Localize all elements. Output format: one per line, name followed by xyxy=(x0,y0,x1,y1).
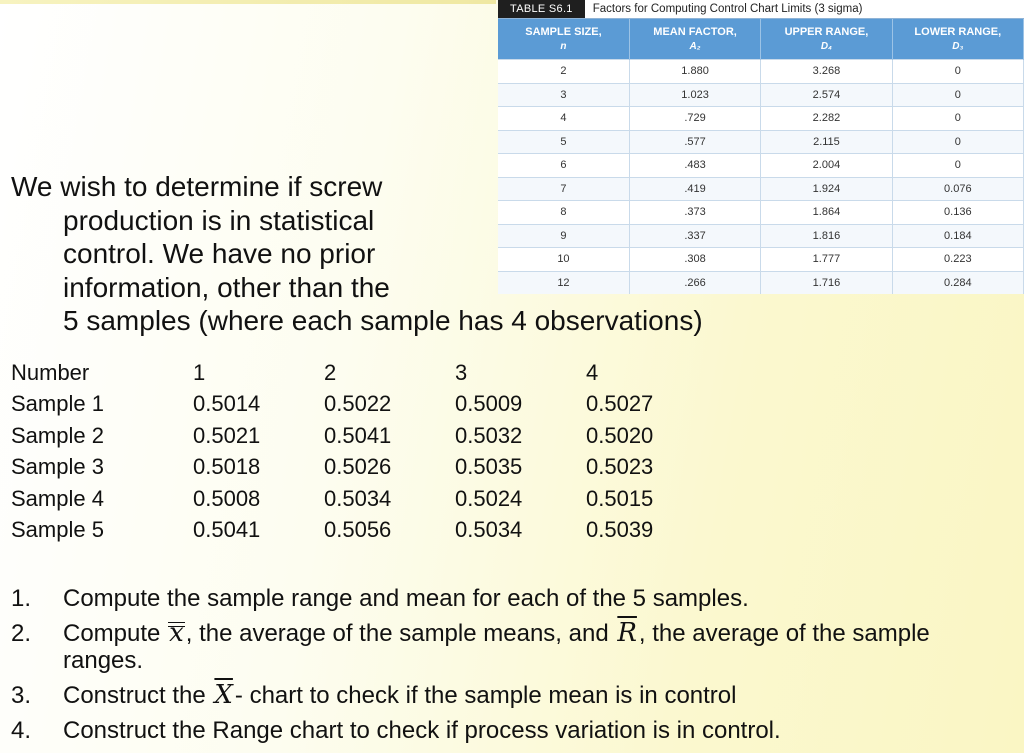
cell: .266 xyxy=(629,271,760,294)
prompt-line: information, other than the xyxy=(63,271,390,303)
cell: 6 xyxy=(498,154,629,178)
table-header-row xyxy=(11,357,696,389)
observation-table xyxy=(11,357,696,546)
item-text xyxy=(63,682,1011,709)
cell: 7 xyxy=(498,177,629,201)
table-row xyxy=(498,83,1024,107)
header-symbol: D₄ xyxy=(820,40,833,52)
item-number: 4. xyxy=(11,717,32,744)
prompt-line: control. We have no prior xyxy=(63,238,376,269)
cell: 1 xyxy=(193,359,206,385)
cell: 4 xyxy=(586,359,599,385)
decorative-strip xyxy=(0,0,496,4)
prompt-line: 5 samples (where each sample has 4 observations) xyxy=(63,305,703,336)
cell: 12 xyxy=(498,271,629,294)
cell: 3 xyxy=(498,83,629,107)
list-item xyxy=(11,682,1011,709)
cell: 1.880 xyxy=(629,60,760,84)
header-label: MEAN FACTOR, xyxy=(653,25,737,38)
cell: 0.5032 xyxy=(455,422,523,448)
problem-statement xyxy=(11,170,841,338)
header-label: LOWER RANGE, xyxy=(914,25,1002,38)
list-item xyxy=(11,620,1011,674)
cell: Sample 1 xyxy=(11,391,104,417)
cell: 2 xyxy=(498,60,629,84)
cell: Sample 5 xyxy=(11,517,104,543)
cell: 5 xyxy=(498,130,629,154)
cell: 0 xyxy=(892,60,1023,84)
cell: 0.5023 xyxy=(586,454,654,480)
item-number: 2. xyxy=(11,620,32,647)
header-symbol: n xyxy=(560,40,567,52)
cell: 0.5022 xyxy=(324,391,392,417)
cell: 4 xyxy=(498,107,629,131)
table-row xyxy=(11,389,696,421)
header-sample-size xyxy=(498,19,629,60)
text-fragment: , the average of the sample ranges. xyxy=(63,620,930,674)
cell: .729 xyxy=(629,107,760,131)
cell: 9 xyxy=(498,224,629,248)
cell: Sample 3 xyxy=(11,454,104,480)
table-row xyxy=(11,483,696,515)
r-bar-symbol: $\overline{R}$ xyxy=(617,618,637,648)
cell: 0.5041 xyxy=(324,422,392,448)
item-number: 1. xyxy=(11,585,32,612)
cell: 0.5020 xyxy=(586,422,654,448)
cell: 2.115 xyxy=(761,130,892,154)
x-double-bar-symbol: x xyxy=(169,618,184,648)
prompt-line: production is in statistical xyxy=(63,204,375,236)
cell: 0 xyxy=(892,130,1023,154)
cell: .577 xyxy=(629,130,760,154)
text-fragment: - chart to check if the sample mean is in control xyxy=(234,682,737,709)
cell: 1.777 xyxy=(761,248,892,272)
cell: 0.5015 xyxy=(586,485,654,511)
cell: 0.5039 xyxy=(586,517,654,543)
factor-table-caption xyxy=(498,0,1024,19)
cell: 0.5026 xyxy=(324,454,392,480)
question-list xyxy=(11,585,1011,752)
x-bar-symbol: $\overline{X}$ xyxy=(214,680,233,710)
cell: 0.5041 xyxy=(193,517,261,543)
cell: 2 xyxy=(324,359,337,385)
cell: 2.282 xyxy=(761,107,892,131)
cell: 1.924 xyxy=(761,177,892,201)
list-item xyxy=(11,585,1011,612)
cell: 2.004 xyxy=(761,154,892,178)
text-fragment: Compute xyxy=(63,620,161,647)
table-row xyxy=(498,60,1024,84)
cell: 0.5024 xyxy=(455,485,523,511)
cell: 10 xyxy=(498,248,629,272)
cell: 0.5018 xyxy=(193,454,261,480)
table-row xyxy=(498,130,1024,154)
item-text xyxy=(63,620,1011,674)
cell: 0.284 xyxy=(892,271,1023,294)
item-number: 3. xyxy=(11,682,32,709)
cell: 3.268 xyxy=(761,60,892,84)
table-row xyxy=(11,515,696,547)
table-row xyxy=(11,420,696,452)
cell: 0 xyxy=(892,107,1023,131)
cell: 0.5008 xyxy=(193,485,261,511)
cell: Sample 4 xyxy=(11,485,104,511)
cell: 0.5056 xyxy=(324,517,392,543)
cell: 8 xyxy=(498,201,629,225)
cell: 2.574 xyxy=(761,83,892,107)
table-title: Factors for Computing Control Chart Limits (3 sigma) xyxy=(592,3,863,15)
header-upper-range xyxy=(761,19,892,60)
text-fragment: , the average of the sample means, and xyxy=(185,620,609,647)
cell: 3 xyxy=(455,359,468,385)
cell: .308 xyxy=(629,248,760,272)
cell: .483 xyxy=(629,154,760,178)
cell: 0.184 xyxy=(892,224,1023,248)
cell: 1.716 xyxy=(761,271,892,294)
header-symbol: D₃ xyxy=(952,40,964,52)
item-text: Construct the Range chart to check if process variation is in control. xyxy=(63,717,781,744)
header-lower-range xyxy=(892,19,1023,60)
cell: 0.5034 xyxy=(324,485,392,511)
item-text: Compute the sample range and mean for each of the 5 samples. xyxy=(63,585,749,612)
cell: 0 xyxy=(892,154,1023,178)
cell: 0.5035 xyxy=(455,454,523,480)
cell: 1.023 xyxy=(629,83,760,107)
table-row xyxy=(498,107,1024,131)
table-number: TABLE S6.1 xyxy=(498,0,585,18)
header-symbol: A₂ xyxy=(689,40,701,52)
header-label: UPPER RANGE, xyxy=(784,25,869,38)
cell: 0.5009 xyxy=(455,391,523,417)
cell: Number xyxy=(11,359,90,385)
cell: 0 xyxy=(892,83,1023,107)
table-row xyxy=(11,452,696,484)
cell: .373 xyxy=(629,201,760,225)
cell: .337 xyxy=(629,224,760,248)
prompt-line: We wish to determine if screw xyxy=(11,171,383,202)
cell: 0.076 xyxy=(892,177,1023,201)
header-label: SAMPLE SIZE, xyxy=(525,25,602,38)
cell: 0.5027 xyxy=(586,391,654,417)
cell: 0.136 xyxy=(892,201,1023,225)
cell: 1.816 xyxy=(761,224,892,248)
cell: 0.5034 xyxy=(455,517,523,543)
header-mean-factor xyxy=(629,19,760,60)
cell: .419 xyxy=(629,177,760,201)
cell: 0.5021 xyxy=(193,422,261,448)
cell: 0.223 xyxy=(892,248,1023,272)
cell: 1.864 xyxy=(761,201,892,225)
list-item xyxy=(11,717,1011,744)
text-fragment: Construct the xyxy=(63,682,206,709)
cell: Sample 2 xyxy=(11,422,104,448)
cell: 0.5014 xyxy=(193,391,261,417)
